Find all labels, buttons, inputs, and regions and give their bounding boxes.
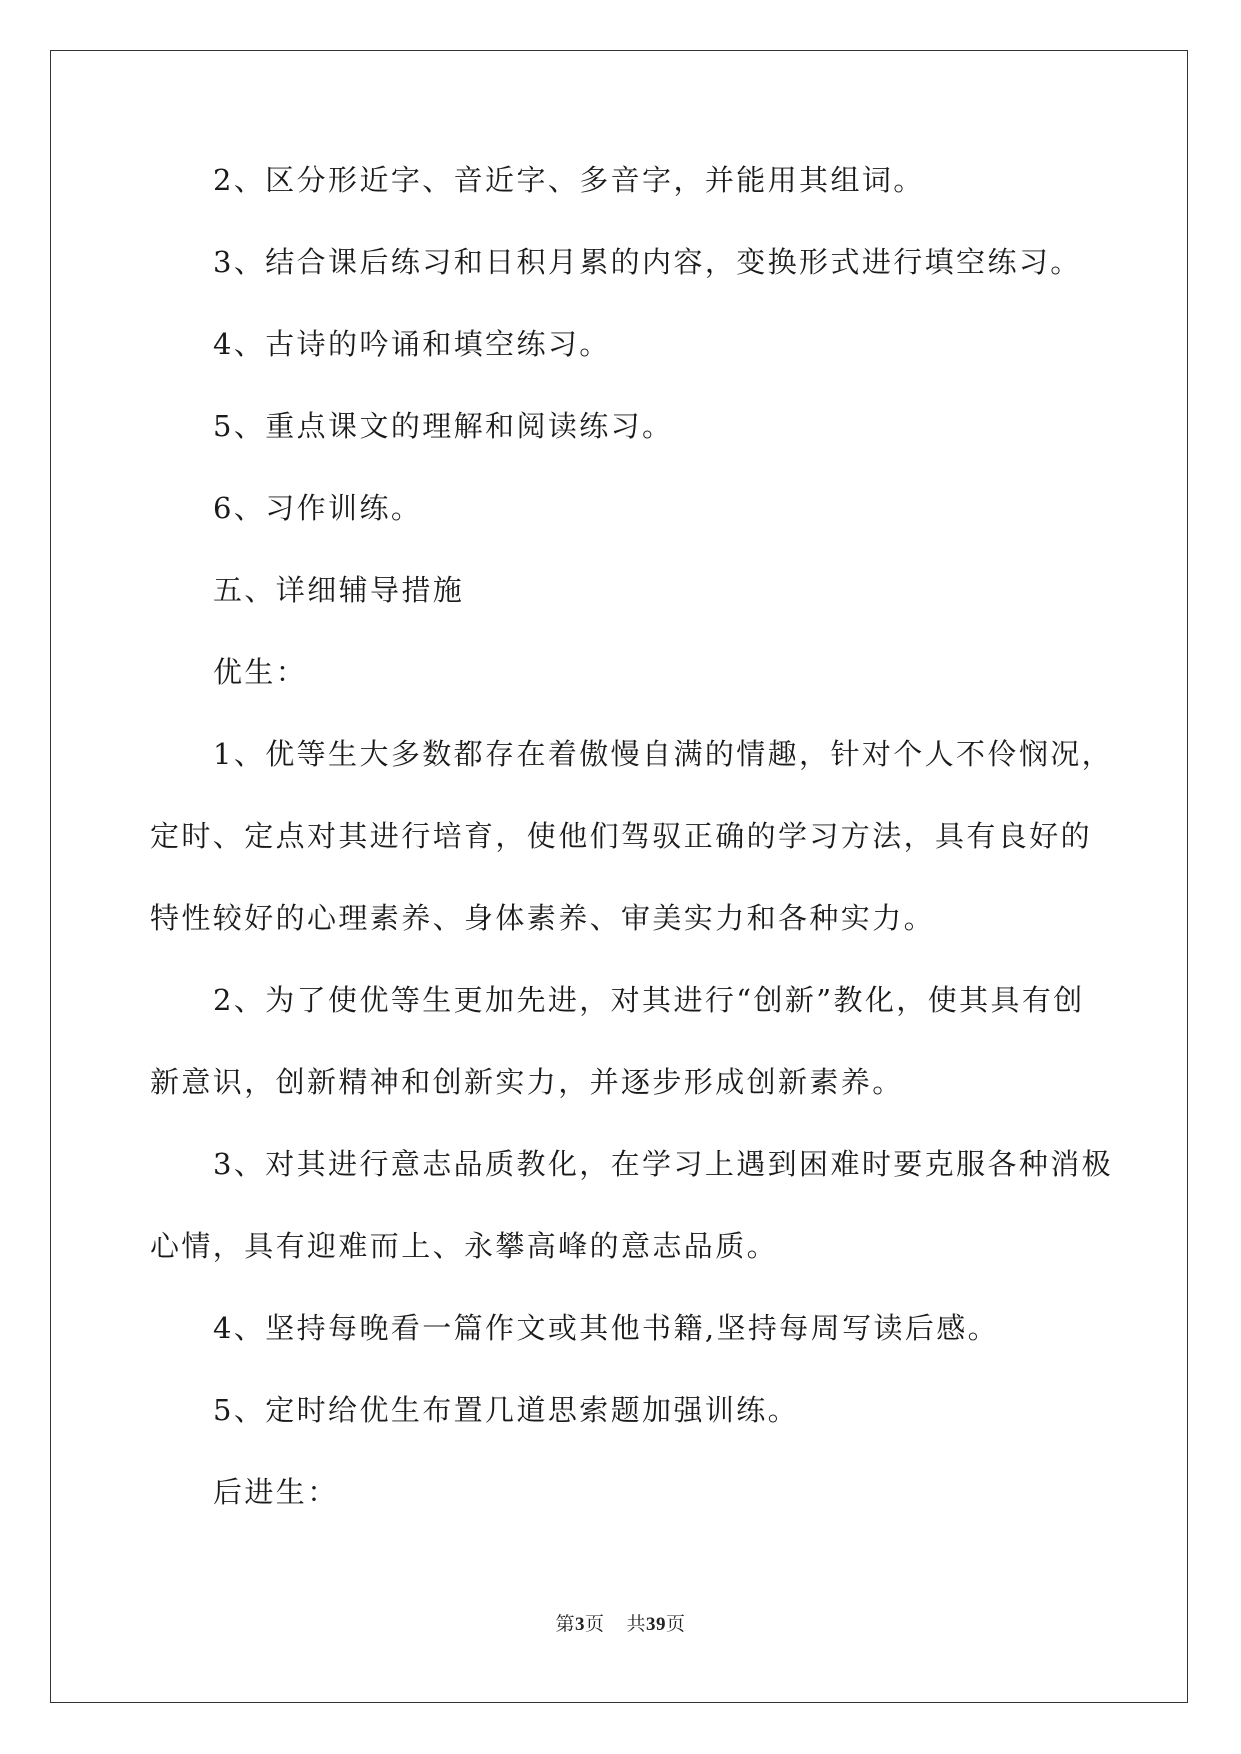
document-body <box>150 162 1114 1556</box>
paragraph-line: 4、古诗的吟诵和填空练习。 <box>213 327 611 361</box>
total-pages-number: 39 <box>646 1614 667 1635</box>
paragraph-line: 新意识，创新精神和创新实力，并逐步形成创新素养。 <box>150 1065 904 1099</box>
paragraph-line: 6、习作训练。 <box>213 491 423 525</box>
paragraph-line: 5、重点课文的理解和阅读练习。 <box>213 409 674 443</box>
paragraph-line: 心情，具有迎难而上、永攀高峰的意志品质。 <box>150 1229 779 1263</box>
paragraph-line: 3、对其进行意志品质教化，在学习上遇到困难时要克服各种消极 <box>213 1147 1114 1181</box>
paragraph-line: 2、区分形近字、音近字、多音字，并能用其组词。 <box>213 163 925 197</box>
footer-total-suffix: 页 <box>666 1614 686 1635</box>
paragraph-line: 5、定时给优生布置几道思索题加强训练。 <box>213 1393 800 1427</box>
paragraph-line: 特性较好的心理素养、身体素养、审美实力和各种实力。 <box>150 901 936 935</box>
footer-prefix: 第 <box>555 1614 575 1635</box>
section-heading: 五、详细辅导措施 <box>213 573 465 607</box>
subheading-top-students: 优生： <box>213 655 308 689</box>
footer-page-word: 页 <box>584 1614 605 1635</box>
paragraph-line: 定时、定点对其进行培育，使他们驾驭正确的学习方法，具有良好的 <box>150 819 1093 853</box>
paragraph-line: 1、优等生大多数都存在着傲慢自满的情趣，针对个人不伶悯况， <box>213 737 1114 771</box>
paragraph-line: 3、结合课后练习和日积月累的内容，变换形式进行填空练习。 <box>213 245 1082 279</box>
paragraph-line: 4、坚持每晚看一篇作文或其他书籍,坚持每周写读后感。 <box>213 1311 1000 1345</box>
footer-total-prefix: 共 <box>626 1614 647 1635</box>
current-page-number: 3 <box>574 1614 585 1635</box>
paragraph-line: 2、为了使优等生更加先进，对其进行“创新”教化，使其具有创 <box>213 983 1085 1017</box>
page-footer <box>0 1609 1241 1636</box>
subheading-struggling-students: 后进生： <box>213 1475 339 1509</box>
